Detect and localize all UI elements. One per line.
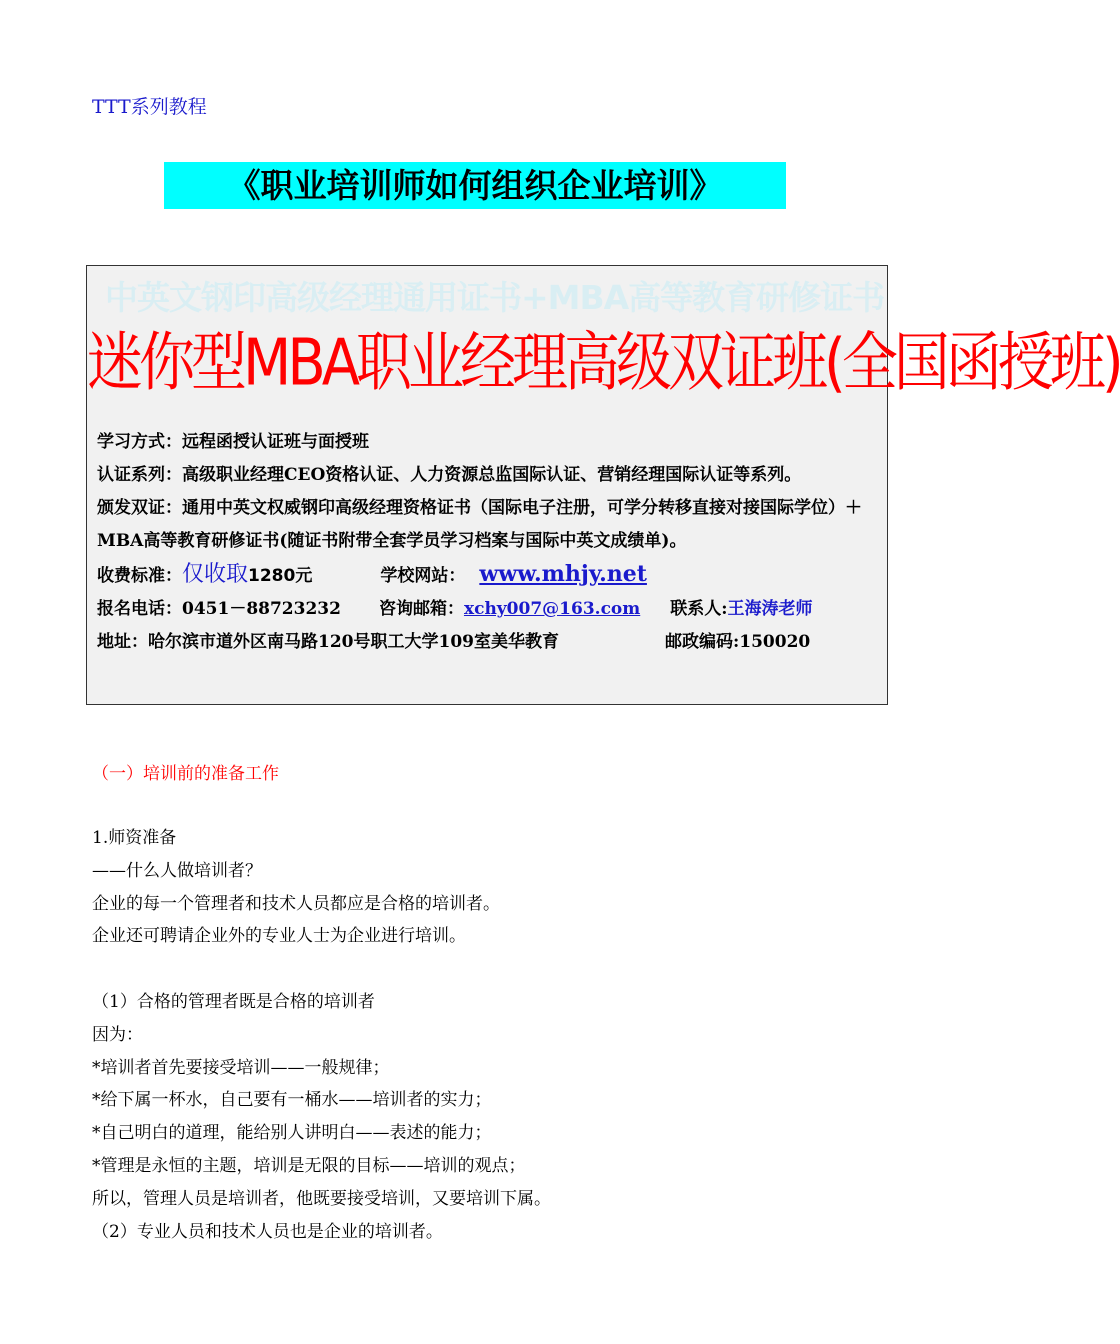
body-text [92, 822, 892, 1248]
series-label: TTT系列教程 [92, 96, 207, 118]
body-line: 因为： [92, 1024, 143, 1045]
contact-email-link[interactable]: xchy007@163.com [463, 599, 641, 619]
body-line: *培训者首先要接受培训——一般规律； [92, 1057, 390, 1078]
ad-address: 地址：哈尔滨市道外区南马路120号职工大学109室美华教育 [97, 632, 559, 652]
ad-address-row [97, 626, 883, 659]
ad-fee-row [97, 558, 883, 593]
ad-watermark-text: 中英文钢印高级经理通用证书+MBA高等教育研修证书 [105, 278, 885, 317]
ad-contact-name: 王海涛老师 [727, 599, 813, 619]
advertisement-box [86, 265, 1120, 705]
ad-site-label: 学校网站： [380, 566, 466, 586]
ad-contact-row [97, 593, 883, 626]
body-line: 所以，管理人员是培训者，他既要接受培训，又要培训下属。 [92, 1188, 551, 1209]
body-line: 企业还可聘请企业外的专业人士为企业进行培训。 [92, 926, 466, 947]
section-heading: （一）培训前的准备工作 [92, 764, 279, 784]
ad-headline: 迷你型MBA职业经理高级双证班(全国函授班) [87, 326, 1120, 401]
ad-postcode: 邮政编码:150020 [664, 632, 811, 652]
body-line: *自己明白的道理，能给别人讲明白——表述的能力； [92, 1123, 492, 1144]
body-line: （2）专业人员和技术人员也是企业的培训者。 [92, 1221, 443, 1242]
body-line: （1）合格的管理者既是合格的培训者 [92, 991, 375, 1012]
ad-phone: 报名电话：0451－88723232 [97, 599, 341, 619]
school-website-link[interactable]: www.mhjy.net [479, 561, 647, 587]
ad-cert-series: 认证系列：高级职业经理CEO资格认证、人力资源总监国际认证、营销经理国际认证等系列。 [97, 465, 802, 485]
body-line: *给下属一杯水，自己要有一桶水——培训者的实力； [92, 1090, 492, 1111]
ad-fee-label: 收费标准： [97, 566, 182, 586]
body-line: *管理是永恒的主题，培训是无限的目标——培训的观点； [92, 1155, 526, 1176]
ad-email-label: 咨询邮箱： [378, 599, 464, 619]
ad-study-mode: 学习方式：远程函授认证班与面授班 [97, 432, 369, 452]
ad-dual-cert: 颁发双证：通用中英文权威钢印高级经理资格证书（国际电子注册，可学分转移直接对接国际学位）＋MBA高等教育研修证书(随证书附带全套学员学习档案与国际中英文成绩单)。 [97, 498, 862, 551]
body-line: ——什么人做培训者？ [92, 860, 262, 881]
ad-contact-label: 联系人: [670, 599, 728, 619]
ad-details [97, 426, 883, 659]
body-line: 企业的每一个管理者和技术人员都应是合格的培训者。 [92, 893, 500, 914]
ad-fee-highlight: 仅收取 [182, 562, 249, 587]
document-title: 《职业培训师如何组织企业培训》 [164, 162, 786, 209]
body-line: 1.师资准备 [92, 828, 177, 848]
ad-fee-amount: 1280元 [248, 566, 313, 586]
